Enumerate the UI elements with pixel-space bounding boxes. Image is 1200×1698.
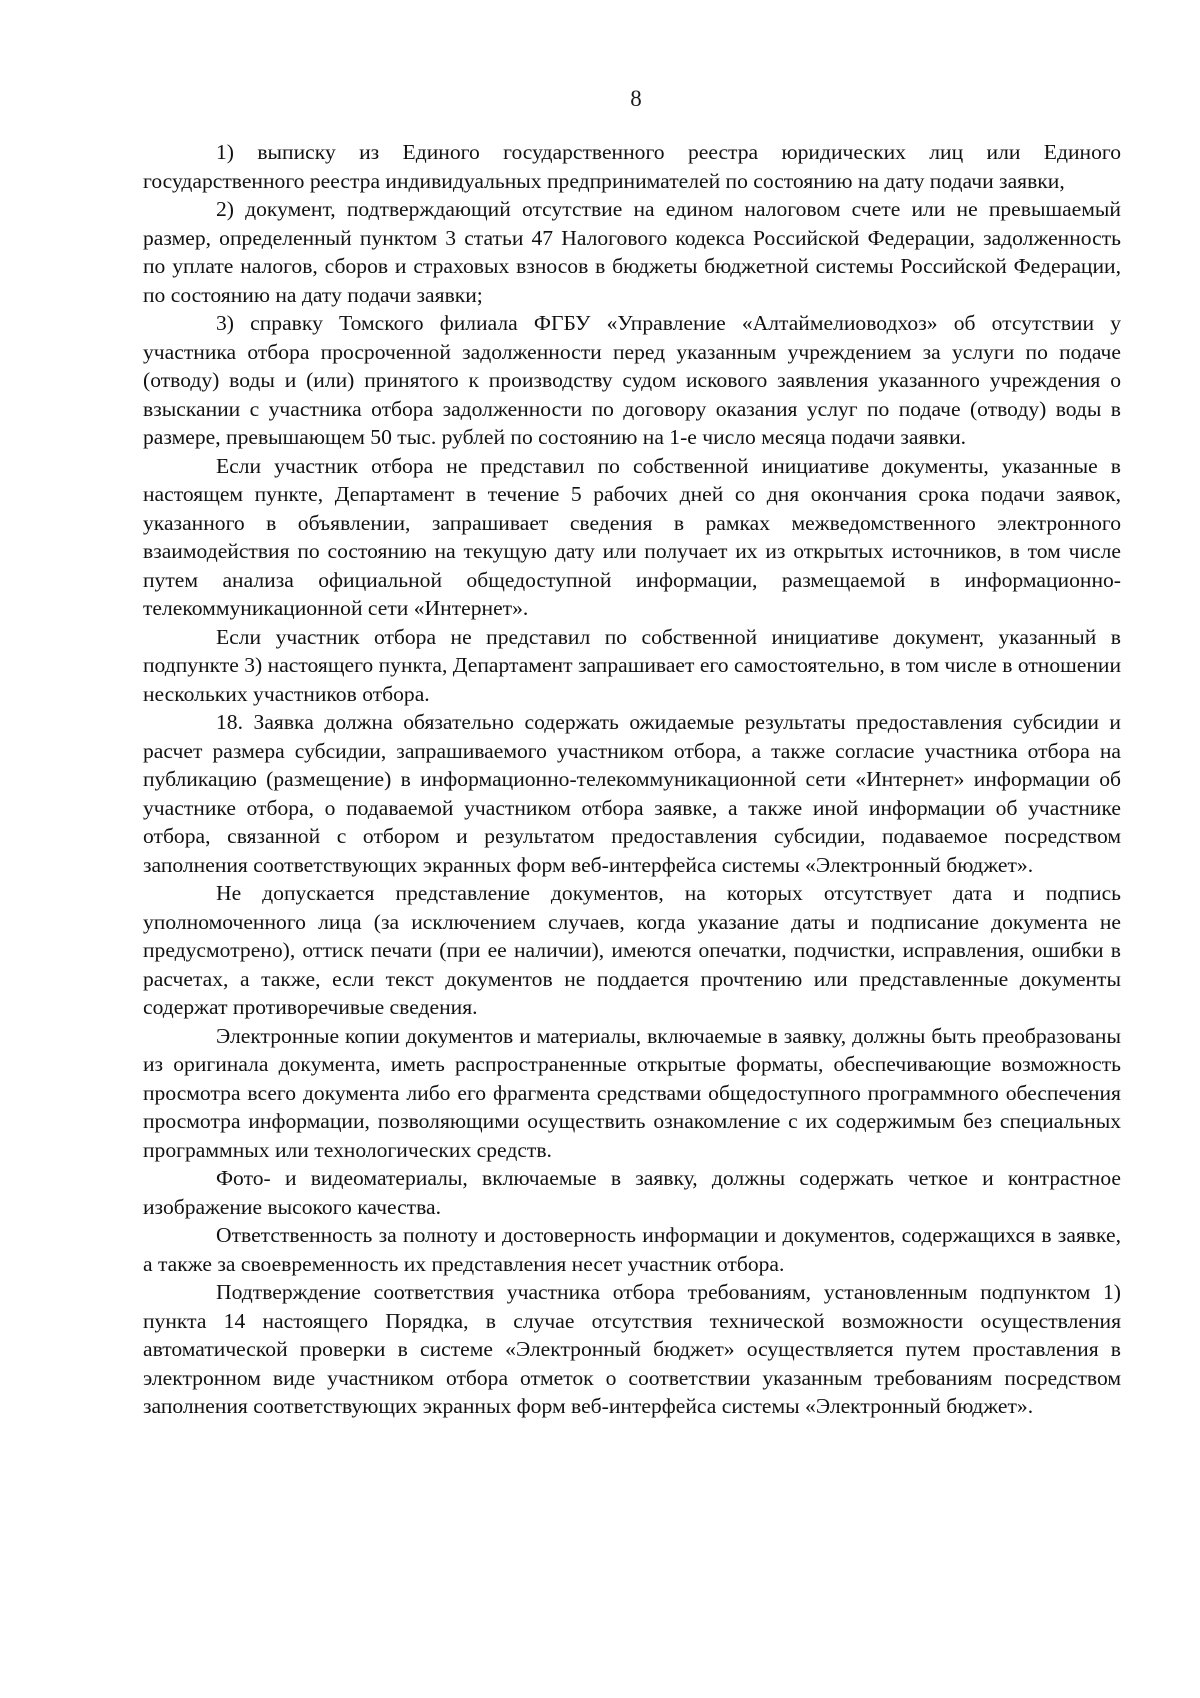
paragraph-department-request-item-3: Если участник отбора не представил по собственной инициативе документ, указанный в подпункте 3) настоящего пункта, Департамент запрашивает его самостоятельно, в том числе в отношении нескольких участников отбора. xyxy=(143,624,1121,706)
paragraph-item-2-tax-debt-document: 2) документ, подтверждающий отсутствие на едином налоговом счете или не превышаемый размер, определенный пунктом 3 статьи 47 Налогового кодекса Российской Федерации, задолженность по уплате налогов, сборов и страховых взносов в бюджеты бюджетной системы Российской Федерации, по состоянию на дату подачи заявки; xyxy=(143,197,1121,307)
paragraph-responsibility: Ответственность за полноту и достоверность информации и документов, содержащихся в заявке, а также за своевременность их представления несет участник отбора. xyxy=(143,1223,1121,1276)
paragraph-compliance-confirmation: Подтверждение соответствия участника отбора требованиям, установленным подпунктом 1) пункта 14 настоящего Порядка, в случае отсутствия технической возможности осуществления автоматической проверки в системе «Электронный бюджет» осуществляется путем проставления в электронном виде участником отбора отметок о соответствии указанным требованиям посредством заполнения соответствующих экранных форм веб-интерфейса системы «Электронный бюджет». xyxy=(143,1280,1121,1418)
paragraph-electronic-copies: Электронные копии документов и материалы, включаемые в заявку, должны быть преобразованы из оригинала документа, иметь распространенные открытые форматы, обеспечивающие возможность просмотра всего документа либо его фрагмента средствами общедоступного программного обеспечения просмотра информации, позволяющими осуществить ознакомление с их содержимым без специальных программных или технологических средств. xyxy=(143,1023,1121,1162)
paragraph-document-defects: Не допускается представление документов, на которых отсутствует дата и подпись уполномоченного лица (за исключением случаев, когда указание даты и подписание документа не предусмотрено), оттиск печати (при ее наличии), имеются опечатки, подчистки, исправления, ошибки в расчетах, а также, если текст документов не поддается прочтению или представленные документы содержат противоречивые сведения. xyxy=(143,881,1121,1019)
paragraph-clause-18: 18. Заявка должна обязательно содержать ожидаемые результаты предоставления субсидии и расчет размера субсидии, запрашиваемого участником отбора, а также согласие участника отбора на публикацию (размещение) в информационно-телекоммуникационной сети «Интернет» информации об участнике отбора, о подаваемой участником отбора заявке, а также иной информации об участнике отбора, связанной с отбором и результатом предоставления субсидии, подаваемое посредством заполнения соответствующих экранных форм веб-интерфейса системы «Электронный бюджет». xyxy=(143,710,1121,877)
paragraph-department-request: Если участник отбора не представил по собственной инициативе документы, указанные в настоящем пункте, Департамент в течение 5 рабочих дней со дня окончания срока подачи заявок, указанного в объявлении, запрашивает сведения в рамках межведомственного электронного взаимодействия по состоянию на текущую дату или получает их из открытых источников, в том числе путем анализа официальной общедоступной информации, размещаемой в информационно-телекоммуникационной сети «Интернет». xyxy=(143,453,1121,620)
paragraph-item-3-water-debt-certificate: 3) справку Томского филиала ФГБУ «Управление «Алтаймелиоводхоз» об отсутствии у участника отбора просроченной задолженности перед указанным учреждением за услуги по подаче (отводу) воды и (или) принятого к производству судом искового заявления указанного учреждения о взыскании с участника отбора задолженности по договору оказания услуг по подаче (отводу) воды в размере, превышающем 50 тыс. рублей по состоянию на 1-е число месяца подачи заявки. xyxy=(143,311,1121,449)
page-number: 8 xyxy=(630,86,642,111)
document-body xyxy=(143,138,1121,1421)
paragraph-item-1-egrul-extract: 1) выписку из Единого государственного реестра юридических лиц или Единого государственного реестра индивидуальных предпринимателей по состоянию на дату подачи заявки, xyxy=(143,140,1121,193)
paragraph-photo-video: Фото- и видеоматериалы, включаемые в заявку, должны содержать четкое и контрастное изображение высокого качества. xyxy=(143,1166,1121,1219)
